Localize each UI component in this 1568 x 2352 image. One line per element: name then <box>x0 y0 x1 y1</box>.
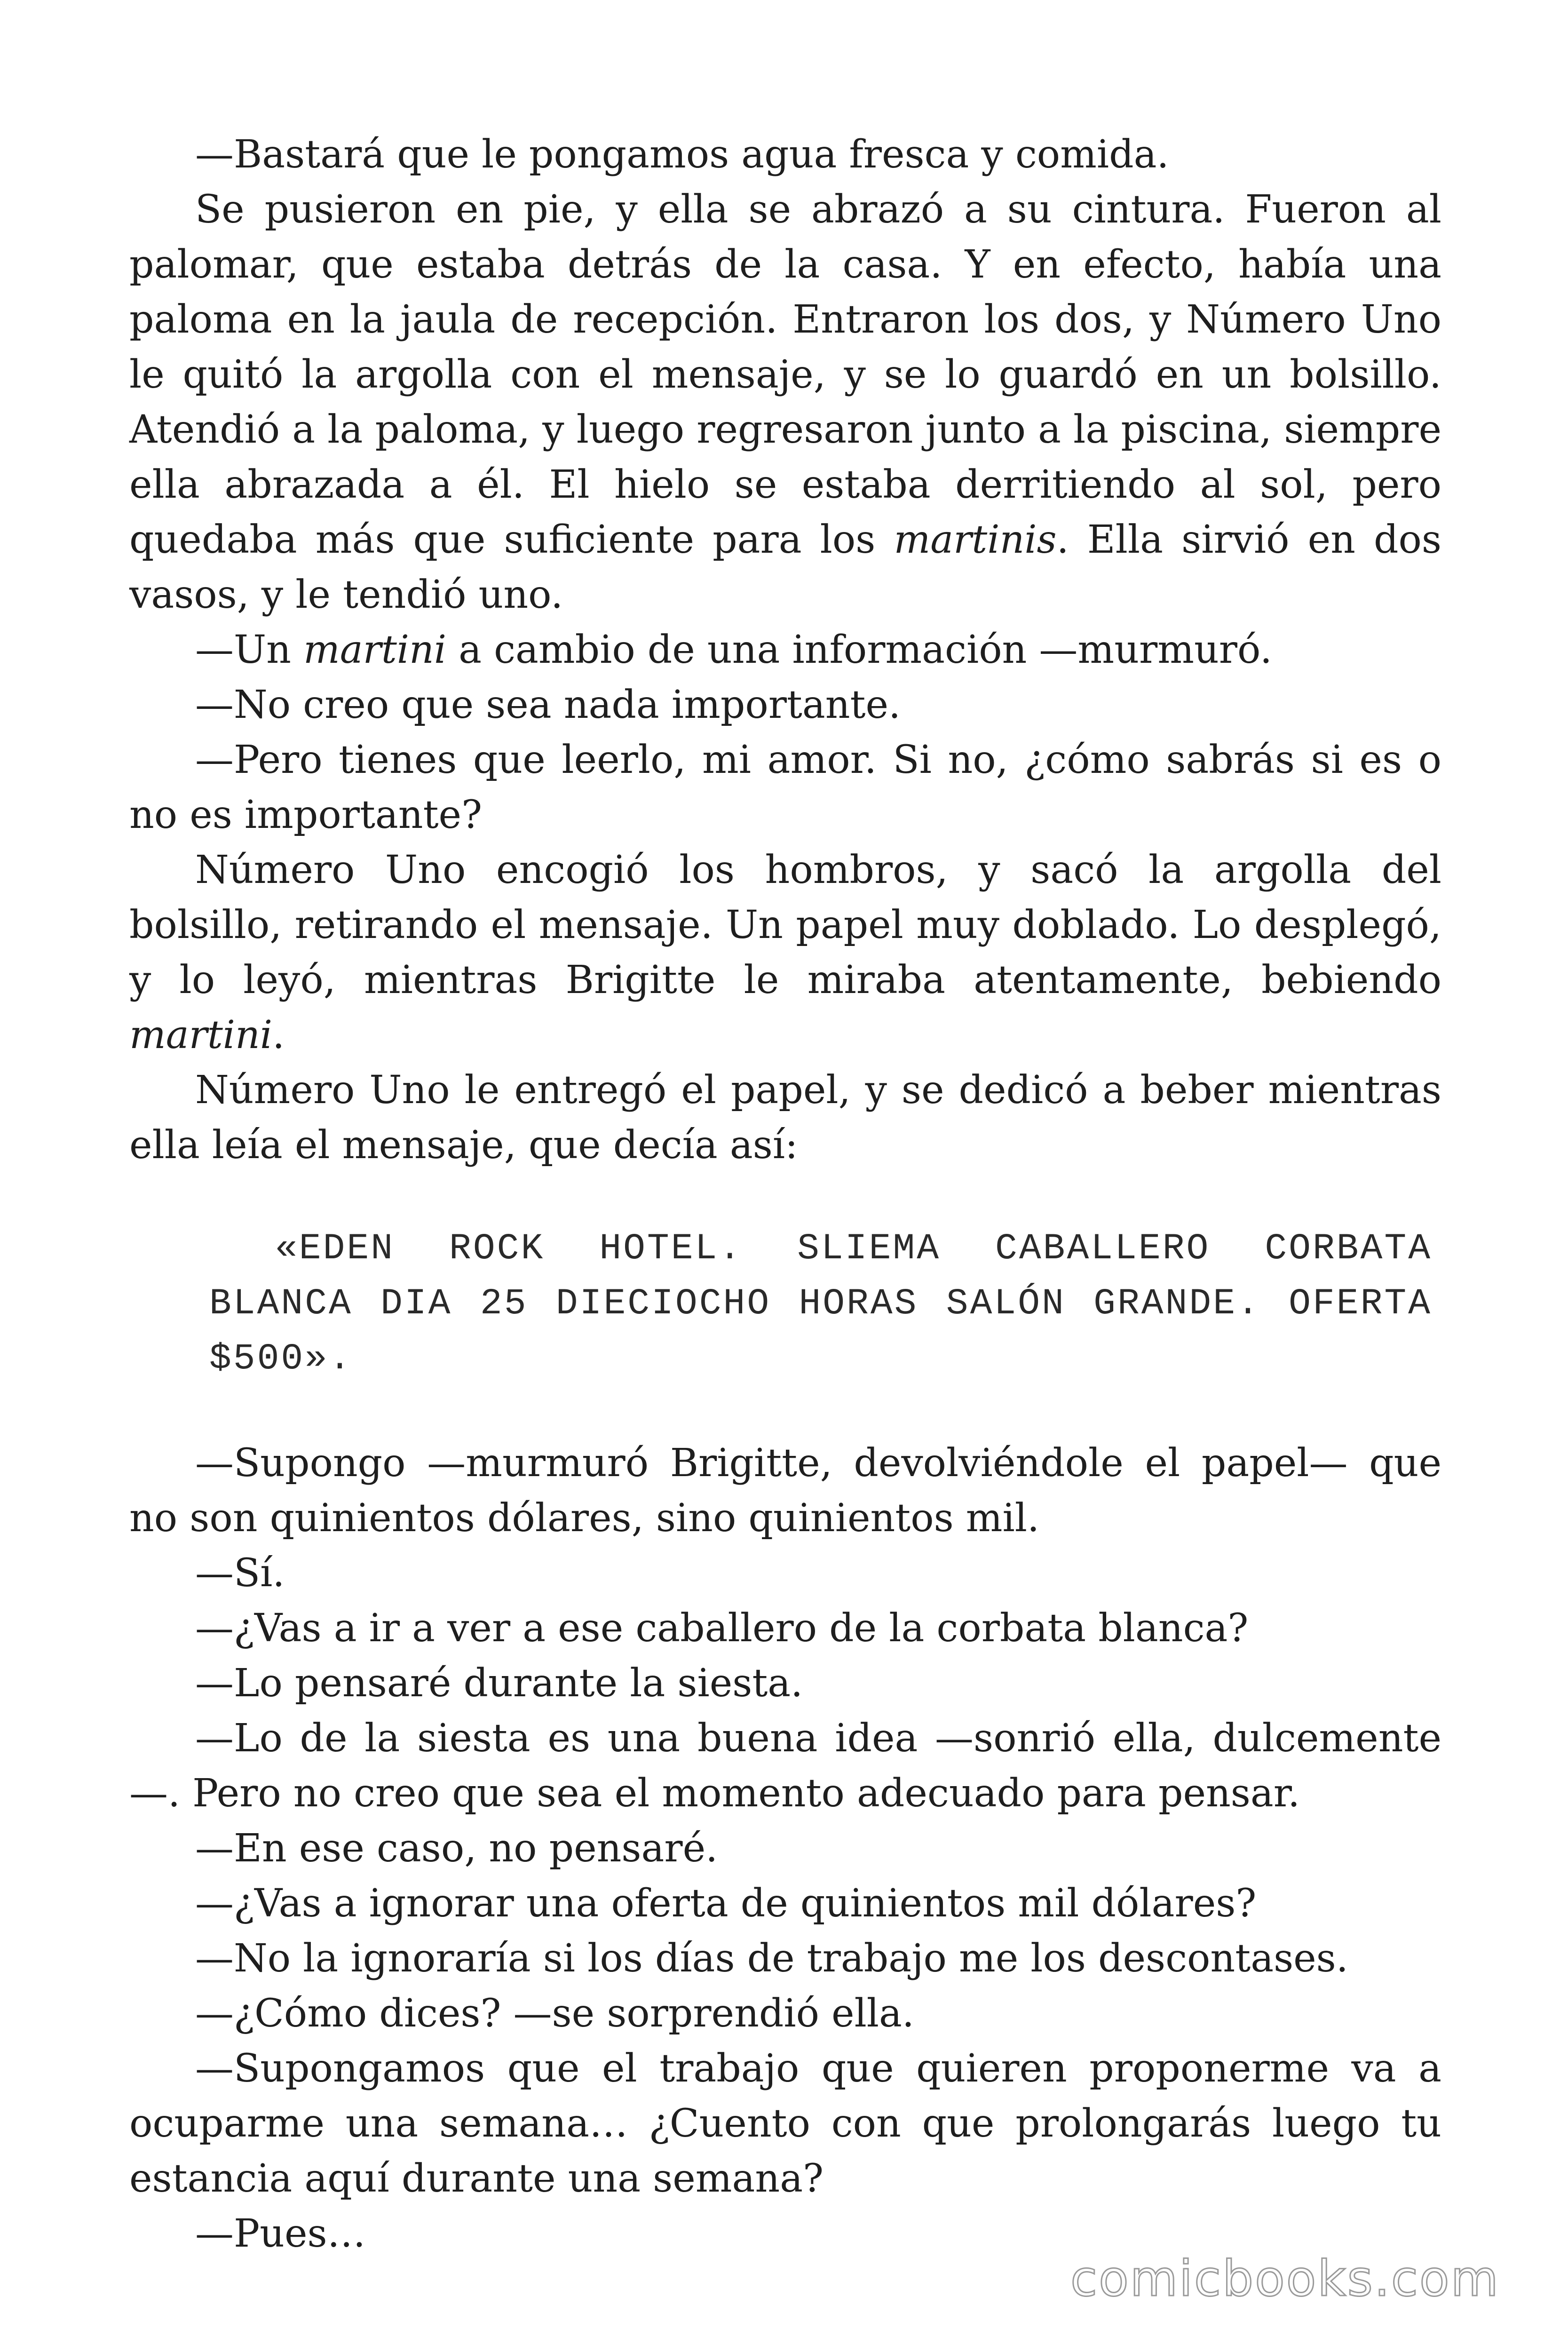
paragraph-6: Número Uno encogió los hombros, y sacó la argolla del bolsillo, retirando el mensaje. Un papel muy doblado. Lo desplegó, y lo leyó, mientras Brigitte le miraba atentamente, bebiendo martini. <box>129 848 1441 1057</box>
paragraph-3: —Un martini a cambio de una información —murmuró. <box>195 628 1272 672</box>
paragraph-4: —No creo que sea nada importante. <box>195 683 901 727</box>
paragraph-9: —Sí. <box>195 1551 285 1596</box>
paragraph-18: —Pues… <box>195 2211 366 2256</box>
italic-word: martini <box>129 1013 273 1057</box>
paragraph-10: —¿Vas a ir a ver a ese caballero de la corbata blanca? <box>195 1606 1249 1651</box>
paragraph-13: —En ese caso, no pensaré. <box>195 1826 718 1871</box>
telegram-message: «EDEN ROCK HOTEL. SLIEMA CABALLERO CORBATA BLANCA DIA 25 DIECIOCHO HORAS SALÓN GRANDE. OFERTA $500». <box>209 1228 1432 1380</box>
paragraph-2: Se pusieron en pie, y ella se abrazó a su cintura. Fueron al palomar, que estaba detrás de la casa. Y en efecto, había una paloma en la jaula de recepción. Entraron los dos, y Número Uno le quitó la argolla con el mensaje, y se lo guardó en un bolsillo. Atendió a la paloma, y luego regresaron junto a la piscina, siempre ella abrazada a él. El hielo se estaba derritiendo al sol, pero quedaba más que suficiente para los martinis. Ella sirvió en dos vasos, y le tendió uno. <box>129 187 1441 617</box>
paragraph-1: —Bastará que le pongamos agua fresca y comida. <box>195 132 1169 177</box>
italic-word: martinis <box>894 517 1057 562</box>
paragraph-12: —Lo de la siesta es una buena idea —sonrió ella, dulcemente—. Pero no creo que sea el momento adecuado para pensar. <box>129 1716 1441 1816</box>
paragraph-11: —Lo pensaré durante la siesta. <box>195 1661 803 1706</box>
watermark: comicbooks.com <box>1070 2250 1500 2307</box>
italic-word: martini <box>303 628 447 672</box>
paragraph-17: —Supongamos que el trabajo que quieren proponerme va a ocuparme una semana… ¿Cuento con que prolongarás luego tu estancia aquí durante una semana? <box>129 2046 1441 2201</box>
paragraph-5: —Pero tienes que leerlo, mi amor. Si no, ¿cómo sabrás si es o no es importante? <box>129 738 1441 837</box>
paragraph-16: —¿Cómo dices? —se sorprendió ella. <box>195 1991 914 2036</box>
paragraph-14: —¿Vas a ignorar una oferta de quinientos mil dólares? <box>195 1881 1257 1926</box>
paragraph-8: —Supongo —murmuró Brigitte, devolviéndole el papel— que no son quinientos dólares, sino quinientos mil. <box>129 1441 1441 1541</box>
paragraph-7: Número Uno le entregó el papel, y se dedicó a beber mientras ella leía el mensaje, que decía así: <box>129 1068 1441 1168</box>
paragraph-15: —No la ignoraría si los días de trabajo me los descontases. <box>195 1936 1348 1981</box>
book-page <box>129 127 1441 2261</box>
